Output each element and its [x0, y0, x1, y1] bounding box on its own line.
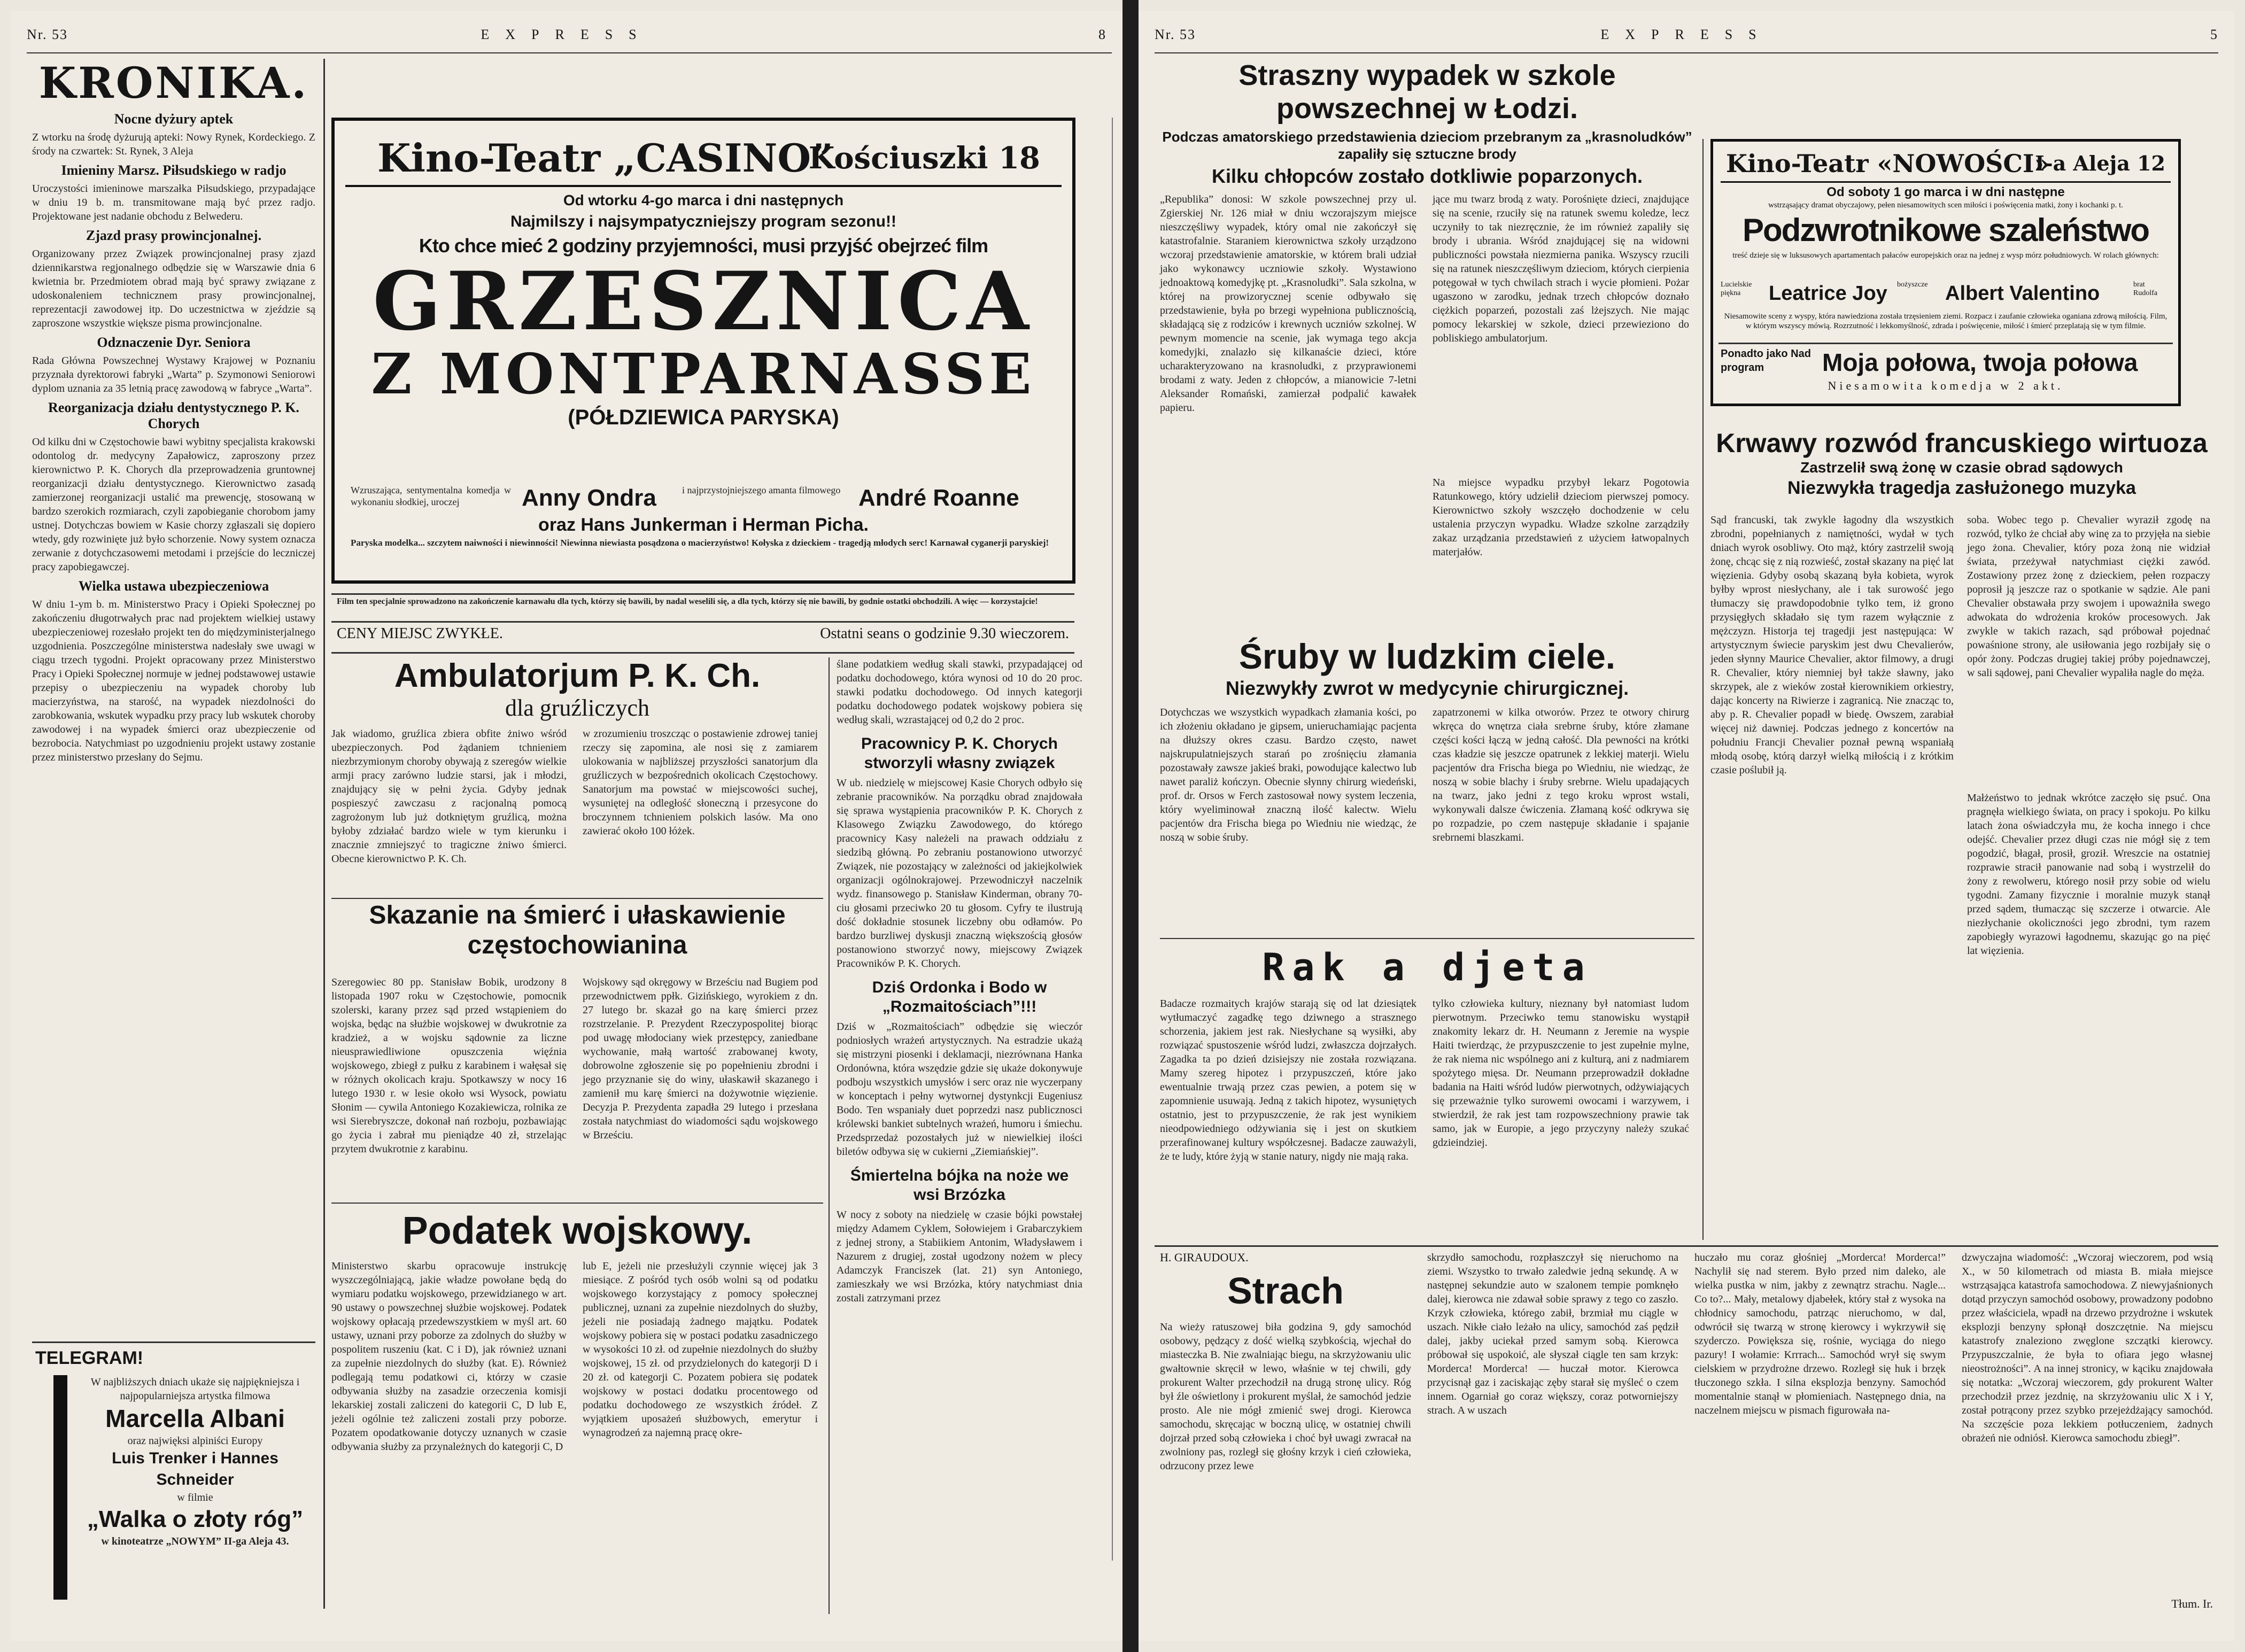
rozwod-col2: soba. Wobec tego p. Chevalier wyraził zgodę na rozwód, tylko że chciał aby winę za to przyjęła na siebie jego żona. Chevalier, który poza żoną nie widział świata, przeżywał natychmiast ciężki zawód. Zostawiony przez żonę z dzieckiem, pełen rozpaczy poprosił ją jeszcze raz o spotkanie w sądzie. Ale pani Chevalier obstawała przy swojem i upoważniła swego adwokata do wdrożenia kroków procesowych. Jak zwykle w takich razach, sąd próbował pojednać powaśnione strony, ale usiłowania jego rozbijały się o opór żony. Podczas drugiej takiej próby pojednawczej, w sali sądowej, pani Chevalier wypaliła nagle do męża.	[1967, 514, 2210, 679]
telegram-film: „Walka o złoty róg”	[87, 1506, 304, 1532]
casino-body	[345, 190, 1062, 431]
section-rule-2	[331, 1203, 823, 1204]
casino-star1: Anny Ondra	[522, 485, 656, 511]
casino-program: Najmilszy i najsympatyczniejszy program sezonu!!	[510, 213, 896, 230]
sruby-col2: zapatrzonemi w kilka otworów. Przez te otwory chirurg wkręca do wnętrza ciała srebrne śruby, które złamane części kości łączą w jedną całość. Dla pewności na krótki czas kładzie się jeszcze opatrunek z lekkiej materji. Wielu pacjentów dra Frischa biega po Wiedniu, nie wiedząc, że noszą w sobie blachy i śruby srebrne. Wielu upadających na twarz, jako jedni z tego kroku wprost wstali, wykonywali dalsze ćwiczenia. Złamaną kość odkrywa się po rozpadzie, po czem następuje składanie i spajanie srebrnemi blaszkami.	[1433, 707, 1689, 843]
header-rule-right	[1155, 52, 2218, 53]
rozwod-title: Krwawy rozwód francuskiego wirtuoza	[1716, 428, 2208, 458]
nowosci-title-row	[1721, 146, 2171, 183]
nowosci-film: Podzwrotnikowe szaleństwo	[1742, 212, 2149, 248]
casino-film-line1: GRZESZNICA	[373, 254, 1034, 348]
ambulatorium-title: Ambulatorjum P. K. Ch.	[394, 657, 761, 694]
skazanie-title: Skazanie na śmierć i ułaskawienie częstochowianina	[369, 901, 786, 959]
ambulatorium-col1: Jak wiadomo, gruźlica zbiera obfite żniwo wśród ubezpieczonych. Pod żądaniem tchnieniem niezbrzymionym choroby obywają z szeregów wielkie armji pracy zarówno ludzie starsi, jak i młodzi, znajdujący się w pełni życia. Gdyby jednak pospieszyć zawczasu z racjonalną pomocą zagrożonym lub już dotkniętym gruźlicą, można byłoby zdziałać bardzo wiele w tym kierunku i znacznie zmniejszyć to tragiczne żniwo śmierci. Obecne kierownictwo P. K. Ch.	[331, 728, 567, 865]
ustawa-text: W dniu 1-ym b. m. Ministerstwo Pracy i Opieki Społecznej po zakończeniu długotrwałych prac nad projektem wielkiej ustawy ubezpieczeniowej rozesłało projekt ten do międzyministerjalnego uzgodnienia. Poszczególne ministerstwa nadesłały swe uwagi w ciągu trzech tygodni. Projekt opracowany przez Ministerstwo Pracy i Opieki Społecznej normuje w jednej podstawowej ustawie przepisy o ubezpieczeniu na wypadek choroby lub macierzyństwa, na starość, na wypadek niezdolności do zarobkowania, wskutek wypadku przy pracy lub wskutek choroby zawodowej i na wypadek śmierci oraz ubezpieczenie od bezrobocia. Natychmiast po uzgodnieniu projekt ustawy zostanie przez ministerstwo przesłany do Sejmu.	[32, 599, 315, 763]
casino-star2: André Roanne	[858, 485, 1019, 511]
casino-title-row	[345, 131, 1062, 187]
podatek-col1: Ministerstwo skarbu opracowuje instrukcję wyszczególniającą, jakie władze powołane będą do wymiaru podatku wojskowego, przewidzianego w art. 90 ustawy o powszechnej służbie wojskowej. Podatek wojskowy opłacają przedewszystkiem w myśl art. 60 ustawy, uznani przy poborze za zdolnych do służby w pospolitem ruszeniu (kat. C i D), jak również uznani za zupełnie niezdolnych do służby (kat. E). Również podlegają temu podatkowi ci, którzy w czasie odbywania służby na zasadzie orzeczenia komisji lekarskiej zostali zaliczeni do kategorii C, D lub E, jeżeli ogólnie też zaliczeni zostali przy poborze. Pozatem opodatkowanie dotyczy uznanych w czasie odbywania służby za przynależnych do kategorji C, D	[331, 1260, 567, 1453]
strach-col3: huczało mu coraz głośniej „Morderca! Morderca!” Nachylił się nad sterem. Było przed nim daleko, ale wielka pustka w nim, jakby z zewnątrz strachu. Nagle... Co to?... Mały, metalowy djabełek, który stał z wysoka na chłodnicy samochodu, patrząc nieruchomo, w dal, odwrócił się twarzą w stronę kierowcy i wykrzywił się szyderczo. Powiększa się, rośnie, wyciąga do niego pazury! I wołamie: Krrrach... Samochód wrył się swym cielskiem w przydrożne drzewo. Rozległ się huk i brzęk tłuczonego szkła. I silna eksplozja benzyny. Samochód momentalnie stanął w płomieniach. Następnego dnia, na naczelnem miejscu w pismach figurowała na-	[1694, 1252, 1946, 1416]
page-header-right	[1155, 27, 2218, 48]
skazanie-col2: Wojskowy sąd okręgowy w Brześciu nad Bugiem pod przewodnictwem ppłk. Gizińskiego, wyrokiem z dn. 27 lutego br. skazał go na karę śmierci przez rozstrzelanie. P. Prezydent Rzeczypospolitej biorąc pod uwagę młodociany wiek przestępcy, zaniedbane wychowanie, małą wartość zrabowanej kwoty, dobrowolne zgłoszenie się po popełnieniu zbrodni i jego przyznanie się do winy, ułaskawił skazanego i zamienił mu karę śmierci na dożywotnie więzienie. Decyzja P. Prezydenta zapadła 29 lutego i przesłana została natychmiast do wiadomości sądu wojskowego w Brześciu.	[583, 976, 818, 1141]
rozwod-subtitle: Niezwykła tragedja zasłużonego muzyka	[1787, 478, 2136, 498]
casino-title: Kino-Teatr „CASINO”	[377, 135, 833, 181]
wypadek-subtitle: Kilku chłopców zostało dotkliwie poparzonych.	[1211, 165, 1643, 187]
podatek-title: Podatek wojskowy.	[402, 1209, 753, 1252]
ustawa-heading: Wielka ustawa ubezpieczeniowa	[78, 578, 269, 594]
apteki-heading: Nocne dyżury aptek	[114, 111, 234, 127]
casino-film-line2: Z MONTPARNASSE	[371, 341, 1036, 407]
telegram-body	[80, 1375, 310, 1548]
casino-ad	[331, 118, 1075, 584]
issue-number-right: Nr. 53	[1155, 27, 1196, 42]
zjazd-heading: Zjazd prasy prowincjonalnej.	[86, 228, 262, 243]
nowosci-ad	[1710, 139, 2181, 406]
telegram-ad	[32, 1341, 315, 1610]
nowosci-label3: brat Rudolfa	[2133, 281, 2158, 297]
strach-col1: Na wieży ratuszowej biła godzina 9, gdy samochód osobowy, pędzący z dość wielką szybkością, wjechał do miasteczka B. Nie zwalniając biegu, na skrzyżowaniu ulic gwałtownie skręcił w lewo, właśnie w tej chwili, gdy prokurent Walter przechodził na drugą stronę ulicy. Róg był źle oświetlony i prokurent myślał, że samochód jedzie prosto. Ale nie mógł zmienić swej drogi. Kierowca samochodu, skręcając w boczną ulicę, w ostatniej chwili dojrzał przed sobą człowieka i choć był uwagi zwracał na zwolniony pas, rozległ się głośny krzyk i cień człowieka, odrzucony przez lewe	[1160, 1321, 1411, 1472]
podatek-col2: lub E, jeżeli nie przesłużyli czynnie więcej jak 3 miesiące. Z pośród tych osób wolni są od podatku wojskowego korzystający z pomocy społecznej publicznej, uznani za zupełnie niezdolnych do służby, jeżeli nie posiadają żadnego majątku. Podatek wojskowy pobiera się w postaci podatku zasadniczego w wysokości 10 zł. od zupełnie niezdolnych do służby wojskowej, 15 zł. od przydzielonych do kategorji D i 20 zł. od kategorji C. Pozatem pobiera się podatek wojskowy w postaci dodatku procentowego od podatku dochodowego ze wszystkich źródeł. Z wyjątkiem uposażeń służbowych, emerytur i wynagrodzeń za najemną pracę okre-	[583, 1260, 818, 1439]
bojka-text: W nocy z soboty na niedzielę w czasie bójki powstałej między Adamem Cyklem, Sołowiejem i Grabarczykiem z jednej strony, a Stabiikiem Antonim, Władysławem i Nazurem z drugiej, został ugodzony nożem w plecy Adamczyk Franciszek (lat. 21) syn Antoniego, zamieszkały we wsi Brzózka, który natychmiast dnia zostali zatrzymani przez	[837, 1209, 1082, 1304]
casino-cast-row	[351, 484, 1056, 516]
nowosci-body	[1721, 184, 2171, 260]
sruby-article	[1160, 636, 1694, 935]
strach-author: H. GIRAUDOUX.	[1160, 1251, 1249, 1264]
reorg-heading: Reorganizacja działu dentystycznego P. K. Chorych	[48, 400, 299, 431]
strach-col4: dzwyczajna wiadomość: „Wczoraj wieczorem, pod wsią X., w 50 kilometrach od miasta B. miała miejsce wstrząsająca katastrofa samochodowa. Z niewyjaśnionych dotąd przyczyn samochód osobowy, prowadzony podobno przez właściciela, wpadł na drzewo przydrożne i wskutek eksplozji benzyny spłonął doszczętnie. Na miejscu katastrofy znaleziono zwęglone szczątki kierowcy. Przypuszczalnie, że była to ofiara jego własnej nieostrożności”. A na innej stronicy, w kąciku znajdowała się notatka: „Wczoraj wieczorem, gdy prokurent Walter przechodził przez jezdnię, na skrzyżowaniu ulic X i Y, został potrącony przez szybko przejeżdżający samochód. Na szczęście poza lekkiem potłuczeniem, żadnych obrażeń nie odniósł. Kierowca samochodu zbiegł”.	[1962, 1252, 2213, 1444]
telegram-bar	[53, 1375, 67, 1600]
nowosci-rule	[1718, 343, 2173, 344]
nowosci-label2: bożyszcze	[1897, 281, 1928, 289]
podatek-continued: ślane podatkiem według skali stawki, przypadającej od podatku dochodowego, która wynosi od 10 do 20 proc. stawki podatku dochodowego. Od innych kategorji podatku dochodowego podatek wojskowy pobiera się według skali, wzrastającej od 0,2 do 2 proc.	[837, 658, 1082, 726]
nowosci-plot: treść dzieje się w luksusowych apartamentach pałaców europejskich oraz na jednej z wysp mórz południowych. W rolach głównych:	[1732, 251, 2159, 260]
telegram-title: TELEGRAM!	[35, 1348, 144, 1368]
page-number-right: 5	[2210, 27, 2218, 42]
rozwod-col1: Sąd francuski, tak zwykle łagodny dla wszystkich zbrodni, popełnianych z namiętności, wydał w tych dniach wyrok osobliwy. Oto mąż, który zastrzelił swoją żonę, chcąc się z nią rozwieść, został skazany na pięć lat więzienia. Gdyby osobą skazaną była kobieta, wyrok byłby wprost niesłychany, ale i tak surowość jego tłumaczy się prawdopodobnie tylko tem, iż grono przysięgłych składało się tym razem wyłącznie z mężczyzn. Historja tej tragedji jest następująca: W artystycznym świecie paryskim jest dwu Chevalierów, jeden słynny Maurice Chevalier, aktor filmowy, a drugi R. Chevalier, który niemniej był także sławny, jako skrzypek, ale z wieków został kierownikiem orkiestry, dając koncerty na Riwierze i zagranicą. Nie znacząc to, aby p. R. Chevalier popadł w biedę. Owszem, zarabiał więcej niż dawniej. Podczas jednego z koncertów na południu Francji Chevalier poznał pewną wspaniałą młodą osobę, którą darzył wielką miłością i z krótkim czasie poślubił ją.	[1710, 514, 1954, 776]
column-rule	[323, 59, 325, 1609]
ordonka-text: Dziś w „Rozmaitościach” odbędzie się wieczór podniosłych wrażeń artystycznych. Na estradzie ukażą się mistrzyni piosenki i deklamacji, niezrównana Hanka Ordonówna, która wszędzie gdzie się ukaże dokonywuje podboju wszystkich umysłów i serc oraz nie wyczerpany w konceptach i pełny wytwornej dystynkcji Eugeniusz Bodo. Ten wspaniały duet poprzedzi nasz publicznosci królewski bankiet subtelnych wrażeń, humoru i śmiechu. Przedsprzedaż pozostałych już w niewielkiej ilości biletów odbywa się w cukierni „Ziemiańskiej”.	[837, 1021, 1082, 1158]
telegram-star: Marcella Albani	[105, 1405, 285, 1432]
pracownicy-text: W ub. niedzielę w miejscowej Kasie Chorych odbyło się zebranie pracowników. Na porządku obrad znajdowała się sprawa wystąpienia pracowników P. K. Chorych z Klasowego Związku Zawodowego, do którego pracownicy Kasy należeli na prawach oddziału z siedzibą główną. Po zebraniu postanowiono utworzyć Związek, nie pozostający w zależności od jakiejkolwiek organizacji ogólnokrajowej. Przewodniczył naczelnik wydz. finansowego p. Stanisław Kinderman, obrany 70-ciu głosami przeciwko 20 tu głosom. Cyfry te ilustrują dość dokładnie stosunek liczebny obu odłamów. Po bardzo burzliwej dyskusji znaczną większością głosów postanowiono stworzyć nowy, miejscowy Związek Pracowników P. K. Chorych.	[837, 777, 1082, 970]
seniora-text: Rada Główna Powszechnej Wystawy Krajowej w Poznaniu przyznała dyrektorowi fabryki „Warta” p. Szymonowi Seniorowi dyplom uznania za 35 letnią pracę zawodową w fabryce „Warta”.	[32, 355, 315, 394]
column-rule-right	[829, 657, 830, 1614]
ambulatorium-subtitle: dla gruźliczych	[505, 695, 649, 721]
wypadek-col3: Na miejsce wypadku przybył lekarz Pogotowia Ratunkowego, który udzielił dzieciom pierwszej pomocy. Kierownictwo szkoły wszczęło dochodzenie w celu ustalenia przyczyn wypadku. Władze szkolne zarządziły zakaz urządzania przedstawień z użyciem łatwopalnych materjałów.	[1433, 477, 1689, 558]
casino-prices-row	[337, 625, 1069, 647]
rak-col2: tylko człowieka kultury, nieznany był natomiast ludom pierwotnym. Przeciwko temu stanowisku wystąpił znakomity lekarz dr. H. Neumann z Jeremie na wyspie Haiti twierdząc, że przypuszczenie to jest zupełnie mylne, że rak niema nic wspólnego ani z kulturą, ani z nadmiarem spożytego mięsa. Dr. Neumann przeprowadził dokładne badania na Haiti wśród ludów pierwotnych, odżywiających się przeważnie tylko surowemi owocami i warzywem, i stwierdził, że rak jest tam rozpowszechniony prawie tak samo, jak w Europie, a jego przyczyny należy szukać gdzieindziej.	[1433, 998, 1689, 1149]
page-header	[27, 27, 1106, 48]
wypadek-title: Straszny wypadek w szkole powszechnej w Łodzi.	[1238, 59, 1616, 125]
casino-dates: Od wtorku 4-go marca i dni następnych	[563, 192, 844, 208]
rozwod-lead: Zastrzelił swą żonę w czasie obrad sądowych	[1800, 459, 2123, 476]
strach-rule	[1155, 1245, 2218, 1247]
right-page	[1139, 11, 2234, 1641]
apteki-text: Z wtorku na środę dyżurują apteki: Nowy Rynek, Kordeckiego. Z środy na czwartek: St. Rynek, 3 Aleja	[32, 131, 315, 157]
wypadek-col2: jące mu twarz brodą z waty. Porośnięte dzieci, znajdujące się na scenie, rzuciły się na ratunek swemu koledze, lecz uczyniły to tak niezręcznie, że im również zapaliły się brody i ubrania. Wśród znajdującej się na widowni publiczności powstała niezmierna panika. Wszyscy rzucili się na ratunek nieszczęśliwym dzieciom, których cierpienia potęgował w tych chwilach strach i wycie płomieni. Pożar ugaszono w zarodku, jednak trzech chłopców doznało ciężkich poparzeń, pozostali zaś lżejszych. Nie mając pomocy lekarskiej w szkole, dzieci przewieziono do pobliskiego ambulatorjum.	[1433, 193, 1689, 344]
nowosci-star2: Albert Valentino	[1945, 282, 2100, 305]
column-rule-rp	[1702, 139, 1704, 1240]
rak-title: Rak a djeta	[1262, 945, 1592, 989]
casino-plot: Paryska modelka... szczytem naiwności i niewinności! Niewinna niewiasta posądzona o macierzyństwo! Kołyska z dzieckiem - tragedją młodych serc! Karnawał cyganerji paryskiej!	[351, 538, 1049, 548]
seniora-heading: Odznaczenie Dyr. Seniora	[97, 335, 251, 350]
imieniny-heading: Imieniny Marsz. Piłsudskiego w radjo	[61, 162, 287, 178]
reorg-text: Od kilku dni w Częstochowie bawi wybitny specjalista krakowski odontolog dr. medycyny Zapałowicz, zaproszony przez kierownictwo P. K. Chorych dla przeprowadzenia gruntownej reorganizacji działu dentystycznego. Kierownictwo zasadą zamierzonej reorganizacji ustalić ma prewencję, stosowaną w bardzo szerokich rozmiarach, czyli zapobieganie chorobom jamy ustnej. Dotychczas bowiem w Kasie chorzy zgłaszali się dopiero wtedy, gdy rozwinięte już było schorzenie. Nowy system oznacza zerwanie z dotychczasowemi metodami i przejście do leczniczej pracy zapobiegawczej.	[32, 436, 315, 573]
bojka-heading: Śmiertelna bójka na noże we wsi Brzózka	[850, 1167, 1069, 1204]
nowosci-bonus-desc: Niesamowita komedja w 2 akt.	[1828, 379, 2064, 392]
casino-address: Kościuszki 18	[808, 141, 1040, 176]
podatek-article	[331, 1208, 823, 1614]
rozwod-col3: Małżeństwo to jednak wkrótce zaczęło się psuć. Ona pragnęła wielkiego świata, on pracy i spokoju. Po kilku latach żona oświadczyła mu, że kocha innego i chce odejść. Chevalier przez długi czas nie mógł się z tem pogodzić, błagał, prosił, groził. Wreszcie na ostatniej rozprawie stracił panowanie nad sobą i wystrzelił do żony z rewolweru, którego nosił przy sobie od wielu tygodni. Zamany fizycznie i moralnie muzyk stanął przed sądem, tłumacząc się szczerze i otwarcie. Ale niezłychanie okoliczności jego zbrodni, tym razem zapobiegły wyrazowi łagodnemu, skazując go na pięć lat więzienia.	[1967, 792, 2210, 957]
nowosci-bonus-label: Ponadto jako Nad program	[1721, 348, 1811, 374]
rozwod-article	[1710, 428, 2213, 1240]
telegram-actors: Luis Trenker i Hannes Schneider	[112, 1449, 278, 1488]
ambulatorium-article	[331, 657, 823, 865]
sruby-col1: Dotychczas we wszystkich wypadkach złamania kości, po ich złożeniu okładano je gipsem, unieruchamiając pacjenta na dłuższy okres czasu. Bardzo często, nawet najskrupulatniejszych starań po zrośnięciu złamania pozostawały zawsze jakieś braki, powodujące kalectwo lub nawet paraliż kończyn. Obecnie słynny chirurg wiedeński, prof. dr. Orsos w Ferch zastosował nowy system leczenia, który wyeliminował znaczną ilość kalectw. Wielu pacjentów dra Frischa biega po Wiedniu nie wiedząc, że noszą w sobie śruby.	[1160, 707, 1416, 843]
header-rule	[27, 52, 1112, 53]
sruby-title: Śruby w ludzkim ciele.	[1238, 637, 1616, 676]
nowosci-address: I-a Aleja 12	[2035, 151, 2165, 175]
nowosci-desc: wstrząsający dramat obyczajowy, pełen niesamowitych scen miłości i poświęcenia matki, żony i kochanki p. t.	[1768, 201, 2123, 210]
wypadek-article	[1160, 59, 1694, 625]
telegram-cinema: w kinoteatrze „NOWYM” II-ga Aleja 43.	[101, 1535, 289, 1547]
skazanie-article	[331, 901, 823, 1211]
pracownicy-heading: Pracownicy P. K. Chorych stworzyli własny związek	[861, 735, 1058, 772]
news-column	[837, 657, 1082, 1614]
section-rule-rp	[1160, 938, 1694, 939]
strach-article	[1160, 1251, 2218, 1619]
wypadek-lead: Podczas amatorskiego przedstawienia dzieciom przebranym za „krasnoludków” zapaliły się sztuczne brody	[1162, 129, 1692, 162]
section-rule	[331, 898, 823, 899]
nowosci-bonus: Moja połowa, twoja połowa	[1822, 348, 2138, 376]
masthead-title: EXPRESS	[481, 27, 653, 42]
nowosci-cast-row	[1721, 281, 2171, 307]
nowosci-label1: Lucielskie piękna	[1721, 281, 1752, 297]
imieniny-text: Uroczystości imieninowe marszałka Piłsudskiego, przypadające w dniu 19 b. m. transmitowane mają być przez radjo. Projektowane jest nadanie obchodu z Belwederu.	[32, 183, 315, 222]
issue-number: Nr. 53	[27, 27, 68, 42]
strach-translator: Tłum. Ir.	[2171, 1597, 2213, 1610]
casino-slogan: Kto chce mieć 2 godziny przyjemności, musi przyjść obejrzeć film	[419, 235, 988, 257]
casino-desc-left: Wzruszająca, sentymentalna komedja w wykonaniu słodkiej, uroczej	[351, 485, 511, 507]
casino-note-rule2	[331, 621, 1074, 623]
telegram-text2: oraz najwięksi alpiniści Europy	[127, 1435, 263, 1447]
nowosci-title: Kino-Teatr «NOWOŚCI»	[1726, 149, 2050, 178]
casino-last-show: Ostatni seans o godzinie 9.30 wieczorem.	[820, 625, 1069, 642]
strach-col2: skrzydło samochodu, rozpłaszczył się nieruchomo na ziemi. Wszystko to trwało zaledwie jedną sekundę. A w następnej sekundzie auto w szalonem tempie pomknęło dalej, kierowca nie zdawał sobie sprawy z tego co zaszło. Krzyk człowieka, którego zabił, brzmiał mu ciągle w uszach. Nikłe ciało leżało na ulicy, samochód zaś pędził dalej, jakby uciekał przed samym sobą. Kierowca próbował się uspokoić, ale słyszał ciągle ten sam krzyk: Morderca! Morderca! — huczał motor. Kierowca przycisnął gaz i zaciskając zęby starał się myśleć o czem innem. Ogarniał go coraz większy, coraz potworniejszy strach. A w uszach	[1427, 1252, 1678, 1416]
ordonka-heading: Dziś Ordonka i Bodo w „Rozmaitościach”!!!	[872, 979, 1047, 1015]
center-fold	[1122, 0, 1139, 1652]
casino-desc-mid: i najprzystojniejszego amanta filmowego	[682, 485, 841, 495]
nowosci-extra: Niesamowite sceny z wyspy, która nawiedziona została trzęsieniem ziemi. Rozpacz i zaufanie człowieka oganiana zdrową miłością. Film, w którym wszyscy mówią. Rozrzutność i lekkomyślność, zdrada i poświęcenie, miłość i śmierć przeplatają się w tym filmie.	[1724, 312, 2167, 330]
kronika-title: KRONIKA.	[38, 58, 309, 108]
skazanie-col1: Szeregowiec 80 pp. Stanisław Bobik, urodzony 8 listopada 1907 roku w Częstochowie, pomocnik szolerski, karany przez sąd przed wstąpieniem do wojska, będąc na służbie wojskowej w dwukrotnie za kradzież, a w wojsku sądownie za liczne nieusprawiedliwione opuszczenia więźnia wojskowego, zbiegł z pułku z karabinem i wałęsał się w różnych okolicach kraju. Spotkawszy w nocy 16 lutego 1930 r. w lesie około wsi Wysock, powiatu Słonim — cywila Antoniego Kozakiewicza, rolnika ze wsi Sierebryszcze, dokonał nań rozboju, pozbawiając go życia i zabrał mu pieniądze 40 zł, strzelając przytem dwukrotnie z karabinu.	[331, 976, 567, 1155]
ad-bottom-rule	[331, 652, 1074, 654]
sruby-subtitle: Niezwykły zwrot w medycynie chirurgicznej.	[1225, 677, 1629, 699]
casino-film-sub: (PÓŁDZIEWICA PARYSKA)	[568, 406, 839, 429]
binding-edge	[1112, 118, 1113, 1561]
zjazd-text: Organizowany przez Związek prowincjonalnej prasy zjazd dziennikarstwa regjonalnego odbędzie się w Warszawie dnia 6 kwietnia br. Przedmiotem obrad mają być sprawy związane z udoskonaleniem technicznem prasy prowincjonalnej, reprezentacji zawodowej itp. Do uczestnictwa w zjeździe są zaproszone wszystkie większe pisma prowincjonalne.	[32, 248, 315, 329]
kronika-column	[32, 59, 315, 1320]
nowosci-star1: Leatrice Joy	[1769, 282, 1887, 305]
casino-note-rule	[331, 593, 1074, 595]
strach-title: Strach	[1227, 1270, 1344, 1312]
nowosci-dates: Od soboty 1 go marca i w dni następne	[1826, 185, 2065, 199]
masthead-title-right: EXPRESS	[1600, 27, 1772, 42]
ambulatorium-col2: w zrozumieniu troszcząc o postawienie zdrowej taniej rzeczy się zapomina, ale nosi się z zamiarem ulokowania w najbliższej przyszłości sanatorjum dla gruźliczych w bezpośrednich okolicach Częstochowy. Sanatorjum ma powstać w miejscowości suchej, wysuniętej na odległość słoneczną i przesycone do broczynnem tchnieniem polskich lasów. Ma ono zawierać około 100 łóżek.	[583, 728, 818, 837]
rak-col1: Badacze rozmaitych krajów starają się od lat dziesiątek wytłumaczyć zagadkę tego dziwnego a strasznego schorzenia, jakiem jest rak. Niesłychane są wysiłki, aby rozwiązać spustoszenie wśród ludzi, zwłaszcza dojrzałych. Zagadka ta po dzień dzisiejszy nie została rozwiązana. Mamy szereg hipotez i przypuszczeń, które jako ewentualnie trwają przez czas pewien, a potem się w zapomnienie usuwają. Jedną z takich hipotez, wysuniętych ostatnio, jest to przypuszczenie, że rak jest wynikiem nieodpowiedniego odżywiania się i jest on skutkiem przerafinowanej kultury współczesnej. Badacze zauważyli, że te ludy, które żyją w stanie natury, nigdy nie mają raka.	[1160, 998, 1416, 1162]
casino-note: Film ten specjalnie sprowadzono na zakończenie karnawału dla tych, którzy się bawili, by nadal weselili się, a dla tych, którzy się nie bawili, by godnie ostatki obchodzili. A więc — korzystajcie!	[337, 597, 1038, 606]
page-number: 8	[1098, 27, 1106, 42]
casino-costars: oraz Hans Junkerman i Herman Picha.	[538, 515, 869, 535]
left-page	[11, 11, 1122, 1641]
casino-prices: CENY MIEJSC ZWYKŁE.	[337, 625, 503, 642]
telegram-text1: W najbliższych dniach ukaże się najpiękniejsza i najpopularniejsza artystka filmowa	[90, 1376, 300, 1402]
wypadek-col1: „Republika” donosi: W szkole powszechnej przy ul. Zgierskiej Nr. 126 miał w dniu wczorajszym miejsce nieszczęśliwy wypadek, który omal nie zakończył się katastrofalnie. Staraniem kierownictwa szkoły urządzono wczoraj przedstawienie amatorskie, w którem brali udział jako wykonawcy uczniowie szkoły. Wystawiono jednoaktową komedyjkę pt. „Krasnoludki”. Sala szkolna, w której na prowizorycznej scenie odbywało się przedstawienie, była po brzegi wypełniona publicznością, składającą się z rodziców i krewnych uczniów szkolnej. W pewnym momencie na scenie, jak wymaga tego akcja komedyjki, znalazło się kilkanaście dzieci, które ucharakteryzowano na krasnoludki, z przyprawionemi brodami z waty. Jeden z chłopców, a mianowicie 7-letni Aleksander Romański, zamierzał podpalić kawałek papieru.	[1160, 193, 1416, 414]
telegram-text3: w filmie	[177, 1492, 213, 1503]
rak-article	[1160, 943, 1694, 1237]
